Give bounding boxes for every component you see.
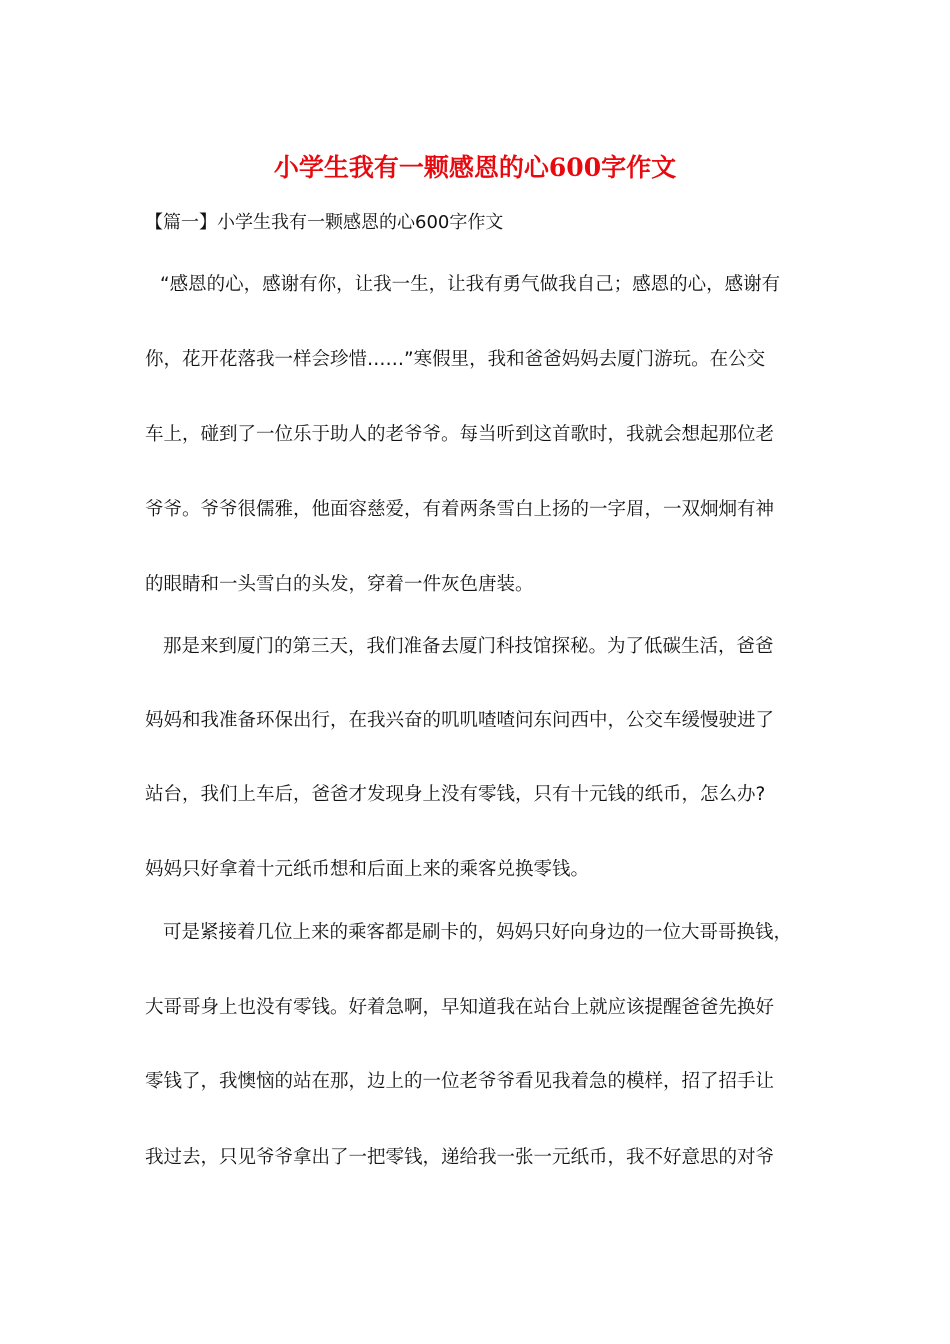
text-line: 零钱了，我懊恼的站在那，边上的一位老爷爷看见我着急的模样，招了招手让 bbox=[145, 1071, 775, 1092]
text-line: 车上，碰到了一位乐于助人的老爷爷。每当听到这首歌时，我就会想起那位老 bbox=[145, 424, 775, 445]
text-line: 你，花开花落我一样会珍惜……”寒假里，我和爸爸妈妈去厦门游玩。在公交 bbox=[145, 349, 766, 370]
text-line: 大哥哥身上也没有零钱。好着急啊，早知道我在站台上就应该提醒爸爸先换好 bbox=[145, 997, 775, 1018]
document-title: 小学生我有一颗感恩的心600字作文 bbox=[273, 153, 677, 182]
text-line: 妈妈只好拿着十元纸币想和后面上来的乘客兑换零钱。 bbox=[145, 859, 590, 880]
text-line: 站台，我们上车后，爸爸才发现身上没有零钱，只有十元钱的纸币，怎么办? bbox=[145, 784, 766, 805]
text-line: 那是来到厦门的第三天，我们准备去厦门科技馆探秘。为了低碳生活，爸爸 bbox=[163, 636, 774, 657]
text-line: 我过去，只见爷爷拿出了一把零钱，递给我一张一元纸币，我不好意思的对爷 bbox=[145, 1147, 775, 1168]
text-line: 可是紧接着几位上来的乘客都是刷卡的，妈妈只好向身边的一位大哥哥换钱， bbox=[163, 922, 793, 943]
text-line: “感恩的心，感谢有你，让我一生，让我有勇气做我自己；感恩的心，感谢有 bbox=[160, 274, 781, 295]
text-line: 妈妈和我准备环保出行，在我兴奋的叽叽喳喳问东问西中，公交车缓慢驶进了 bbox=[145, 710, 775, 731]
text-line: 的眼睛和一头雪白的头发，穿着一件灰色唐装。 bbox=[145, 574, 534, 595]
text-line: 爷爷。爷爷很儒雅，他面容慈爱，有着两条雪白上扬的一字眉，一双炯炯有神 bbox=[145, 499, 775, 520]
section-heading: 【篇一】小学生我有一颗感恩的心600字作文 bbox=[145, 212, 504, 233]
